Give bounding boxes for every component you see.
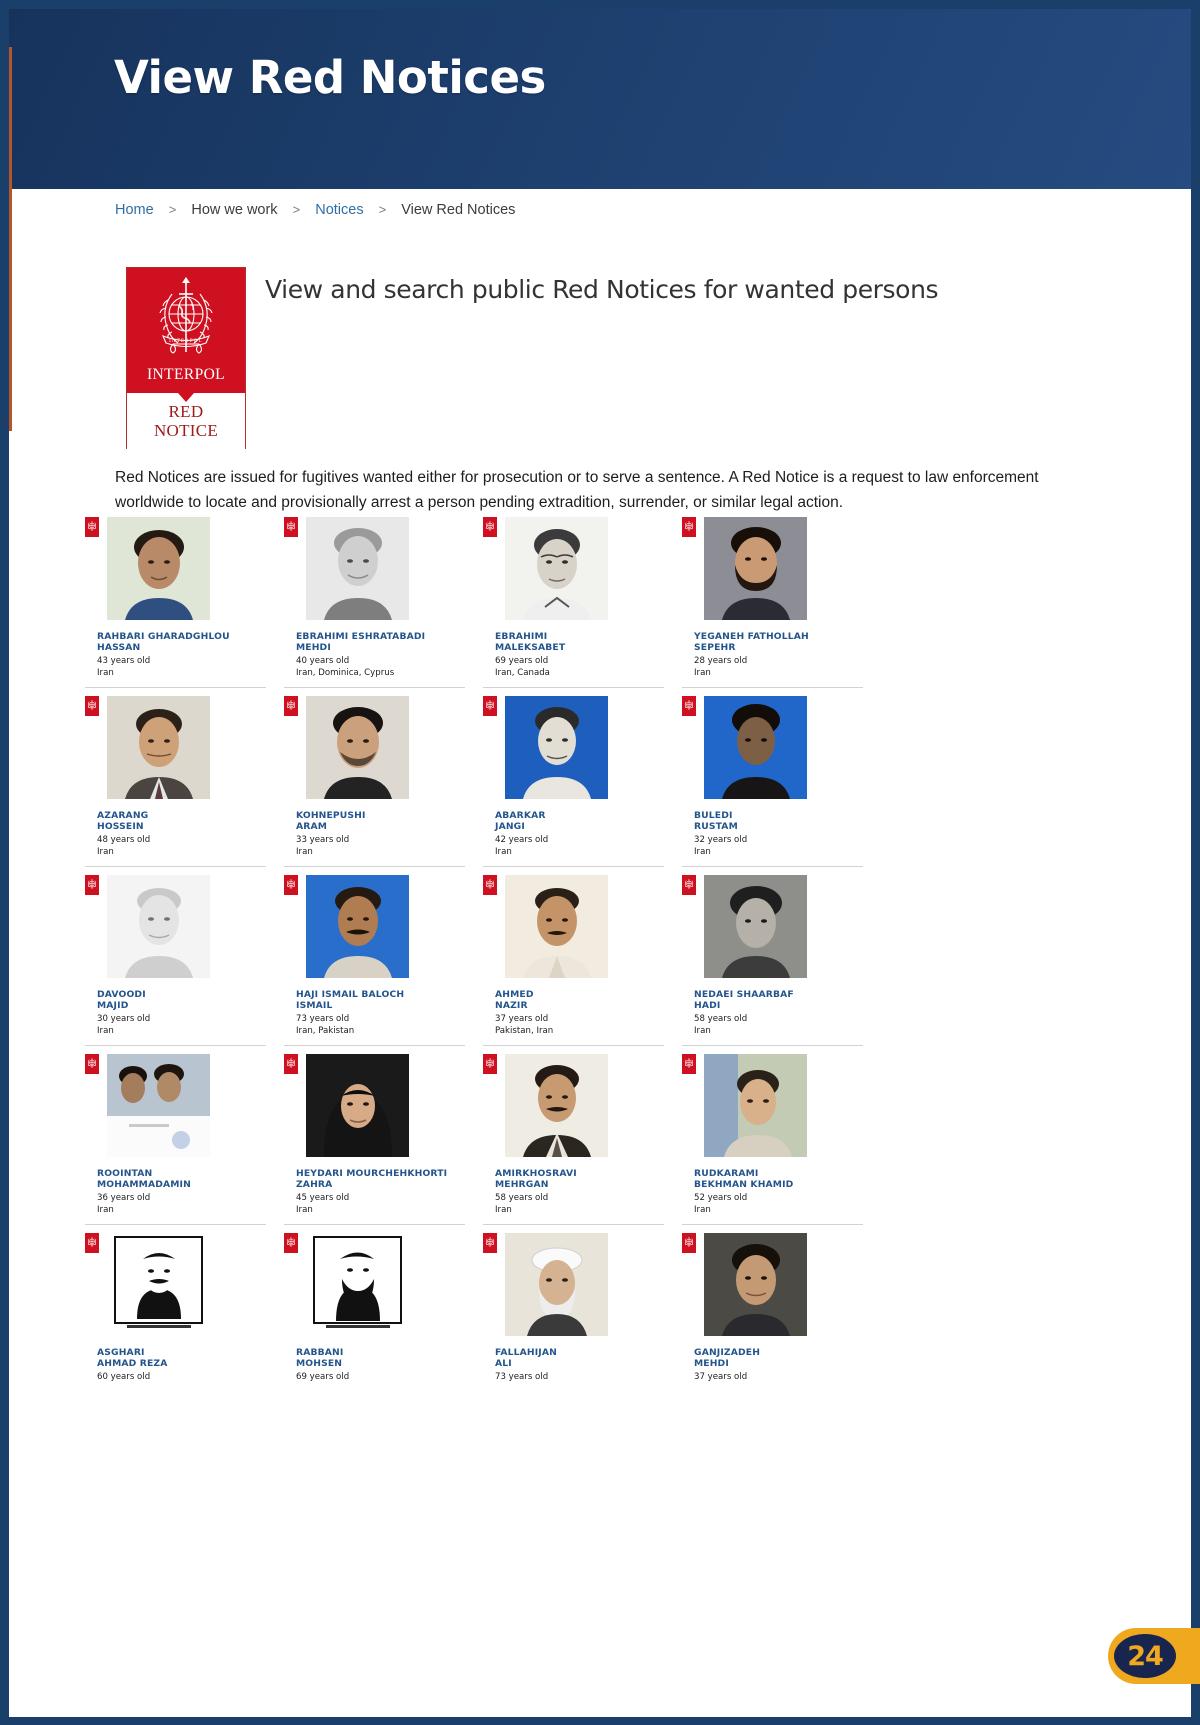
red-notice-card[interactable] (284, 867, 465, 1039)
notice-age: 73 years old (495, 1372, 549, 1382)
card-gap (266, 1225, 284, 1397)
notice-row (85, 867, 1105, 1039)
hero-accent-bar (9, 47, 12, 189)
card-inner (682, 509, 863, 678)
card-inner (85, 1225, 266, 1385)
notice-surname: DAVOODI (97, 989, 146, 1000)
notice-age: 33 years old (296, 835, 350, 845)
notice-details (97, 1168, 265, 1216)
notice-surname: FALLAHIJAN (495, 1347, 557, 1358)
card-gap (266, 688, 284, 860)
breadcrumb-item-notices[interactable]: Notices (315, 202, 364, 218)
notice-surname: KOHNEPUSHI (296, 810, 366, 821)
notice-photo[interactable] (704, 1233, 807, 1336)
notice-age: 40 years old (296, 656, 350, 666)
notice-countries: Iran, Canada (495, 668, 550, 678)
red-notice-card[interactable] (284, 509, 465, 681)
notice-details (97, 989, 265, 1037)
intro-paragraph: Red Notices are issued for fugitives wanted either for prosecution or to serve a sentence. A Red Notice is a request to law enforcement worldwide to locate and provisionally arrest a person pending extradition, surrender, or similar legal action. (115, 469, 1039, 511)
notice-age: 43 years old (97, 656, 151, 666)
card-inner (682, 867, 863, 1036)
notice-forename: MEHRGAN (495, 1179, 549, 1190)
notice-photo[interactable] (107, 696, 210, 799)
notice-age: 60 years old (97, 1372, 151, 1382)
left-accent-rail (9, 189, 12, 431)
notice-countries: Iran, Dominica, Cyprus (296, 668, 395, 678)
notice-age: 30 years old (97, 1014, 151, 1024)
card-gap (664, 509, 682, 681)
notice-details (296, 810, 464, 858)
red-notice-badge-icon: RED NOTICE (85, 1233, 99, 1253)
notice-age: 58 years old (694, 1014, 748, 1024)
card-inner (85, 867, 266, 1036)
notice-details (694, 989, 862, 1037)
page-title: View Red Notices (114, 51, 546, 104)
notice-photo[interactable] (704, 517, 807, 620)
card-inner (682, 1046, 863, 1215)
notice-forename: NAZIR (495, 1000, 528, 1011)
notice-countries: Iran (97, 1026, 114, 1036)
red-notice-badge-icon: RED NOTICE (682, 1233, 696, 1253)
notice-surname: EBRAHIMI ESHRATABADI (296, 631, 426, 642)
notice-forename: ZAHRA (296, 1179, 333, 1190)
svg-text:INTERPOL: INTERPOL (169, 339, 203, 344)
notice-surname: HEYDARI MOURCHEHKHORTI (296, 1168, 448, 1179)
notice-surname: AMIRKHOSRAVI (495, 1168, 577, 1179)
notice-forename: ARAM (296, 821, 328, 832)
card-inner (85, 688, 266, 857)
red-notice-card[interactable] (483, 867, 664, 1039)
notice-photo[interactable] (505, 875, 608, 978)
notice-age: 73 years old (296, 1014, 350, 1024)
breadcrumb-item-home[interactable]: Home (115, 202, 154, 218)
card-inner (682, 688, 863, 857)
notice-surname: AHMED (495, 989, 534, 1000)
red-notice-card[interactable] (682, 1046, 863, 1218)
red-notice-card[interactable] (483, 688, 664, 860)
card-inner (483, 867, 664, 1036)
red-notice-card[interactable] (85, 688, 266, 860)
notice-row (85, 509, 1105, 681)
notice-photo[interactable] (704, 696, 807, 799)
red-notice-card[interactable] (284, 688, 465, 860)
notice-countries: Iran (694, 1026, 711, 1036)
notice-countries: Iran (97, 668, 114, 678)
logo-top-panel (127, 268, 245, 393)
card-gap (465, 1046, 483, 1218)
red-notice-badge-icon: RED NOTICE (682, 875, 696, 895)
notice-forename: MEHDI (694, 1358, 729, 1369)
notice-details (296, 989, 464, 1037)
red-notice-badge-icon: RED NOTICE (284, 875, 298, 895)
notice-details (97, 1347, 265, 1383)
notice-photo[interactable] (306, 517, 409, 620)
notice-age: 48 years old (97, 835, 151, 845)
card-inner (483, 509, 664, 678)
red-notice-card[interactable] (284, 1046, 465, 1218)
badge-24-label: 24 (1114, 1634, 1176, 1678)
notice-countries: Iran (97, 847, 114, 857)
red-notice-card[interactable] (682, 867, 863, 1039)
interpol-red-notice-logo (126, 267, 246, 449)
card-inner (483, 688, 664, 857)
red-notice-grid (85, 509, 1105, 1397)
notice-age: 69 years old (495, 656, 549, 666)
notice-details (495, 810, 663, 858)
card-gap (664, 1046, 682, 1218)
red-notice-badge-icon: RED NOTICE (284, 517, 298, 537)
notice-details (495, 1347, 663, 1383)
notice-surname: RUDKARAMI (694, 1168, 759, 1179)
red-notice-badge-icon: RED NOTICE (85, 1054, 99, 1074)
card-gap (266, 867, 284, 1039)
card-gap (465, 1225, 483, 1397)
notice-age: 45 years old (296, 1193, 350, 1203)
notice-details (694, 1168, 862, 1216)
notice-countries: Iran (97, 1205, 114, 1215)
interpol-24-7-badge[interactable] (1108, 1628, 1200, 1684)
card-gap (465, 688, 483, 860)
notice-row (85, 1046, 1105, 1218)
card-inner (284, 867, 465, 1036)
card-inner (682, 1225, 863, 1385)
notice-age: 37 years old (495, 1014, 549, 1024)
red-notice-card[interactable] (483, 1225, 664, 1397)
notice-countries: Iran (296, 1205, 313, 1215)
notice-details (296, 1168, 464, 1216)
red-notice-card[interactable] (483, 509, 664, 681)
notice-forename: HASSAN (97, 642, 141, 653)
card-inner (284, 688, 465, 857)
notice-photo[interactable] (704, 1054, 807, 1157)
logo-notice-line2: NOTICE (153, 421, 219, 440)
notice-countries: Iran (495, 1205, 512, 1215)
notice-surname: YEGANEH FATHOLLAH (694, 631, 809, 642)
notice-age: 52 years old (694, 1193, 748, 1203)
notice-countries: Iran (296, 847, 313, 857)
notice-age: 28 years old (694, 656, 748, 666)
red-notice-badge-icon: RED NOTICE (284, 1233, 298, 1253)
breadcrumb (115, 202, 515, 218)
notice-details (495, 989, 663, 1037)
page-content (9, 189, 1191, 1717)
notice-age: 58 years old (495, 1193, 549, 1203)
notice-details (296, 1347, 464, 1383)
card-inner (284, 509, 465, 678)
card-gap (664, 867, 682, 1039)
notice-row (85, 688, 1105, 860)
card-gap (266, 1046, 284, 1218)
notice-photo[interactable] (306, 875, 409, 978)
notice-photo[interactable] (306, 696, 409, 799)
notice-countries: Iran (694, 668, 711, 678)
notice-details (495, 631, 663, 679)
notice-photo[interactable] (107, 875, 210, 978)
notice-forename: MOHSEN (296, 1358, 343, 1369)
notice-surname: NEDAEI SHAARBAF (694, 989, 794, 1000)
notice-age: 32 years old (694, 835, 748, 845)
red-notice-badge-icon: RED NOTICE (284, 696, 298, 716)
red-notice-card[interactable] (85, 509, 266, 681)
breadcrumb-separator: > (168, 202, 177, 217)
notice-surname: RABBANI (296, 1347, 344, 1358)
breadcrumb-separator: > (292, 202, 301, 217)
intro-title: View and search public Red Notices for wanted persons (265, 275, 939, 304)
notice-forename: MALEKSABET (495, 642, 566, 653)
red-notice-badge-icon: RED NOTICE (682, 696, 696, 716)
red-notice-badge-icon: RED NOTICE (483, 1233, 497, 1253)
interpol-globe-emblem-icon (149, 274, 223, 365)
red-notice-badge-icon: RED NOTICE (85, 875, 99, 895)
notice-surname: ROOINTAN (97, 1168, 153, 1179)
red-notice-badge-icon: RED NOTICE (483, 875, 497, 895)
notice-countries: Iran, Pakistan (296, 1026, 355, 1036)
card-inner (483, 1046, 664, 1215)
notice-surname: ABARKAR (495, 810, 546, 821)
notice-details (694, 810, 862, 858)
notice-details (694, 1347, 862, 1383)
red-notice-card[interactable] (284, 1225, 465, 1397)
notice-photo[interactable] (704, 875, 807, 978)
notice-details (296, 631, 464, 679)
notice-forename: SEPEHR (694, 642, 736, 653)
red-notice-card[interactable] (682, 509, 863, 681)
breadcrumb-item-view-red-notices: View Red Notices (401, 202, 516, 218)
logo-organization-label: INTERPOL (146, 366, 226, 383)
notice-countries: Pakistan, Iran (495, 1026, 554, 1036)
red-notice-badge-icon: RED NOTICE (483, 517, 497, 537)
red-notice-badge-icon: RED NOTICE (85, 696, 99, 716)
notice-photo[interactable] (107, 1233, 210, 1336)
notice-photo[interactable] (107, 517, 210, 620)
card-gap (664, 688, 682, 860)
red-notice-card[interactable] (483, 1046, 664, 1218)
notice-forename: ISMAIL (296, 1000, 333, 1011)
notice-surname: GANJIZADEH (694, 1347, 761, 1358)
notice-surname: BULEDI (694, 810, 733, 821)
notice-age: 36 years old (97, 1193, 151, 1203)
notice-age: 37 years old (694, 1372, 748, 1382)
notice-photo[interactable] (505, 1233, 608, 1336)
notice-photo[interactable] (306, 1233, 409, 1336)
red-notice-card[interactable] (682, 1225, 863, 1397)
notice-photo[interactable] (505, 517, 608, 620)
notice-age: 69 years old (296, 1372, 350, 1382)
card-inner (284, 1225, 465, 1385)
notice-forename: JANGI (495, 821, 525, 832)
red-notice-card[interactable] (85, 1225, 266, 1397)
red-notice-badge-icon: RED NOTICE (483, 1054, 497, 1074)
notice-photo[interactable] (505, 1054, 608, 1157)
notice-details (694, 631, 862, 679)
notice-surname: ASGHARI (97, 1347, 145, 1358)
card-inner (85, 1046, 266, 1215)
notice-surname: AZARANG (97, 810, 149, 821)
notice-forename: MAJID (97, 1000, 129, 1011)
red-notice-badge-icon: RED NOTICE (682, 1054, 696, 1074)
notice-forename: HADI (694, 1000, 721, 1011)
red-notice-card[interactable] (85, 1046, 266, 1218)
notice-forename: MOHAMMADAMIN (97, 1179, 191, 1190)
card-inner (85, 509, 266, 678)
notice-surname: HAJI ISMAIL BALOCH (296, 989, 405, 1000)
card-inner (483, 1225, 664, 1385)
card-inner (284, 1046, 465, 1215)
notice-forename: MEHDI (296, 642, 331, 653)
red-notice-badge-icon: RED NOTICE (85, 517, 99, 537)
logo-notch (178, 393, 194, 402)
notice-row (85, 1225, 1105, 1397)
breadcrumb-separator: > (378, 202, 387, 217)
red-notice-badge-icon: RED NOTICE (284, 1054, 298, 1074)
notice-surname: EBRAHIMI (495, 631, 548, 642)
card-gap (465, 867, 483, 1039)
red-notice-card[interactable] (85, 867, 266, 1039)
logo-notice-line1: RED (168, 402, 204, 421)
page-hero (9, 9, 1191, 189)
card-gap (664, 1225, 682, 1397)
notice-countries: Iran (694, 1205, 711, 1215)
red-notice-badge-icon: RED NOTICE (682, 517, 696, 537)
breadcrumb-item-how-we-work[interactable]: How we work (191, 202, 278, 218)
notice-countries: Iran (495, 847, 512, 857)
notice-forename: BEKHMAN KHAMID (694, 1179, 794, 1190)
notice-forename: RUSTAM (694, 821, 738, 832)
notice-photo[interactable] (306, 1054, 409, 1157)
notice-photo[interactable] (107, 1054, 210, 1157)
notice-age: 42 years old (495, 835, 549, 845)
red-notice-badge-icon: RED NOTICE (483, 696, 497, 716)
notice-details (97, 631, 265, 679)
card-gap (465, 509, 483, 681)
notice-forename: AHMAD REZA (97, 1358, 168, 1369)
notice-surname: RAHBARI GHARADGHLOU (97, 631, 230, 642)
notice-forename: HOSSEIN (97, 821, 144, 832)
notice-photo[interactable] (505, 696, 608, 799)
notice-details (97, 810, 265, 858)
notice-countries: Iran (694, 847, 711, 857)
notice-details (495, 1168, 663, 1216)
notice-forename: ALI (495, 1358, 512, 1369)
red-notice-card[interactable] (682, 688, 863, 860)
card-gap (266, 509, 284, 681)
